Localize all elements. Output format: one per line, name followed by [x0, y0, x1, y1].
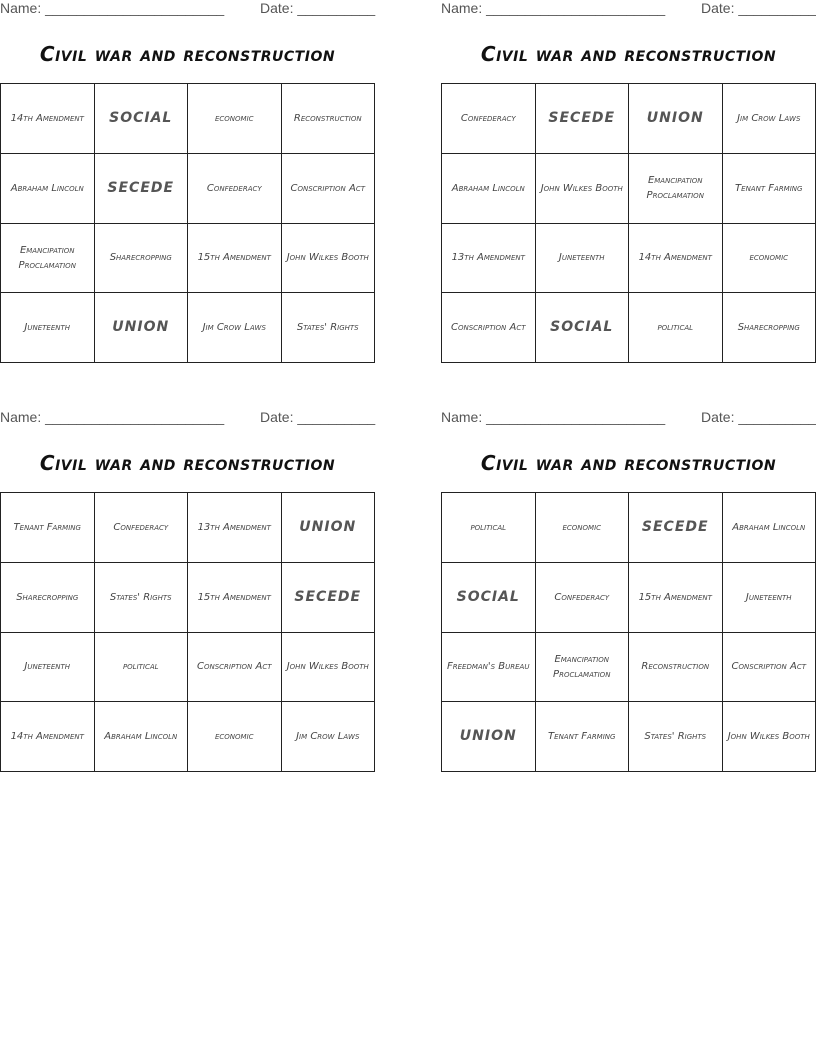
bingo-cell: SECEDE: [95, 154, 189, 224]
bingo-cell: SOCIAL: [442, 563, 536, 633]
bingo-cell: 15th Amendment: [188, 224, 282, 294]
bingo-cell: Conscription Act: [282, 154, 376, 224]
bingo-cell: UNION: [282, 493, 376, 563]
date-field: Date: __________: [701, 409, 816, 425]
bingo-cell: political: [629, 293, 723, 363]
bingo-grid: [441, 83, 816, 363]
name-date-row: [0, 409, 375, 431]
bingo-cell: SOCIAL: [95, 84, 189, 154]
bingo-cell: 15th Amendment: [188, 563, 282, 633]
bingo-cell: 13th Amendment: [188, 493, 282, 563]
bingo-cell: economic: [188, 84, 282, 154]
bingo-cell: Sharecropping: [1, 563, 95, 633]
name-field: Name: _______________________: [0, 409, 225, 425]
bingo-cell: Emancipation Proclamation: [629, 154, 723, 224]
bingo-cell: political: [95, 633, 189, 703]
bingo-cell: John Wilkes Booth: [282, 633, 376, 703]
bingo-cell: States' Rights: [629, 702, 723, 772]
name-field: Name: _______________________: [441, 0, 666, 16]
bingo-cell: States' Rights: [282, 293, 376, 363]
bingo-cell: Confederacy: [188, 154, 282, 224]
bingo-cell: Tenant Farming: [1, 493, 95, 563]
bingo-cell: John Wilkes Booth: [536, 154, 630, 224]
bingo-cell: Sharecropping: [723, 293, 816, 363]
name-date-row: [441, 409, 816, 431]
bingo-cell: Conscription Act: [188, 633, 282, 703]
bingo-cell: SOCIAL: [536, 293, 630, 363]
name-date-row: [0, 0, 375, 22]
bingo-cell: SECEDE: [629, 493, 723, 563]
bingo-cell: UNION: [442, 702, 536, 772]
bingo-cell: Tenant Farming: [536, 702, 630, 772]
bingo-cell: Sharecropping: [95, 224, 189, 294]
bingo-cell: Abraham Lincoln: [1, 154, 95, 224]
bingo-cell: Confederacy: [442, 84, 536, 154]
bingo-cell: 13th Amendment: [442, 224, 536, 294]
bingo-cell: 14th Amendment: [629, 224, 723, 294]
name-field: Name: _______________________: [0, 0, 225, 16]
bingo-cell: States' Rights: [95, 563, 189, 633]
bingo-cell: Juneteenth: [536, 224, 630, 294]
bingo-cell: Jim Crow Laws: [723, 84, 816, 154]
bingo-cell: Reconstruction: [629, 633, 723, 703]
bingo-grid: [0, 492, 375, 772]
bingo-cell: Reconstruction: [282, 84, 376, 154]
bingo-cell: John Wilkes Booth: [282, 224, 376, 294]
bingo-cell: Conscription Act: [723, 633, 816, 703]
bingo-cell: economic: [188, 702, 282, 772]
bingo-cell: Confederacy: [536, 563, 630, 633]
bingo-cell: political: [442, 493, 536, 563]
bingo-cell: UNION: [95, 293, 189, 363]
bingo-cell: Abraham Lincoln: [723, 493, 816, 563]
bingo-cell: economic: [536, 493, 630, 563]
bingo-cell: Juneteenth: [1, 633, 95, 703]
bingo-grid: [0, 83, 375, 363]
bingo-cell: Tenant Farming: [723, 154, 816, 224]
bingo-cell: Emancipation Proclamation: [1, 224, 95, 294]
bingo-cell: UNION: [629, 84, 723, 154]
bingo-cell: 14th Amendment: [1, 702, 95, 772]
card-title: Civil war and reconstruction: [480, 451, 777, 475]
date-field: Date: __________: [260, 409, 376, 425]
bingo-cell: Jim Crow Laws: [282, 702, 376, 772]
bingo-cell: Jim Crow Laws: [188, 293, 282, 363]
bingo-cell: Abraham Lincoln: [95, 702, 189, 772]
bingo-cell: 14th Amendment: [1, 84, 95, 154]
name-field: Name: _______________________: [441, 409, 666, 425]
card-title: Civil war and reconstruction: [480, 42, 777, 66]
bingo-cell: Freedman's Bureau: [442, 633, 536, 703]
bingo-cell: John Wilkes Booth: [723, 702, 816, 772]
name-date-row: [441, 0, 816, 22]
bingo-cell: SECEDE: [282, 563, 376, 633]
bingo-cell: Confederacy: [95, 493, 189, 563]
bingo-cell: Juneteenth: [1, 293, 95, 363]
bingo-cell: SECEDE: [536, 84, 630, 154]
bingo-grid: [441, 492, 816, 772]
card-title: Civil war and reconstruction: [39, 42, 336, 66]
card-title: Civil war and reconstruction: [39, 451, 336, 475]
date-field: Date: __________: [260, 0, 376, 16]
bingo-cell: Abraham Lincoln: [442, 154, 536, 224]
bingo-cell: 15th Amendment: [629, 563, 723, 633]
date-field: Date: __________: [701, 0, 816, 16]
bingo-cell: economic: [723, 224, 816, 294]
bingo-cell: Emancipation Proclamation: [536, 633, 630, 703]
bingo-cell: Conscription Act: [442, 293, 536, 363]
bingo-cell: Juneteenth: [723, 563, 816, 633]
